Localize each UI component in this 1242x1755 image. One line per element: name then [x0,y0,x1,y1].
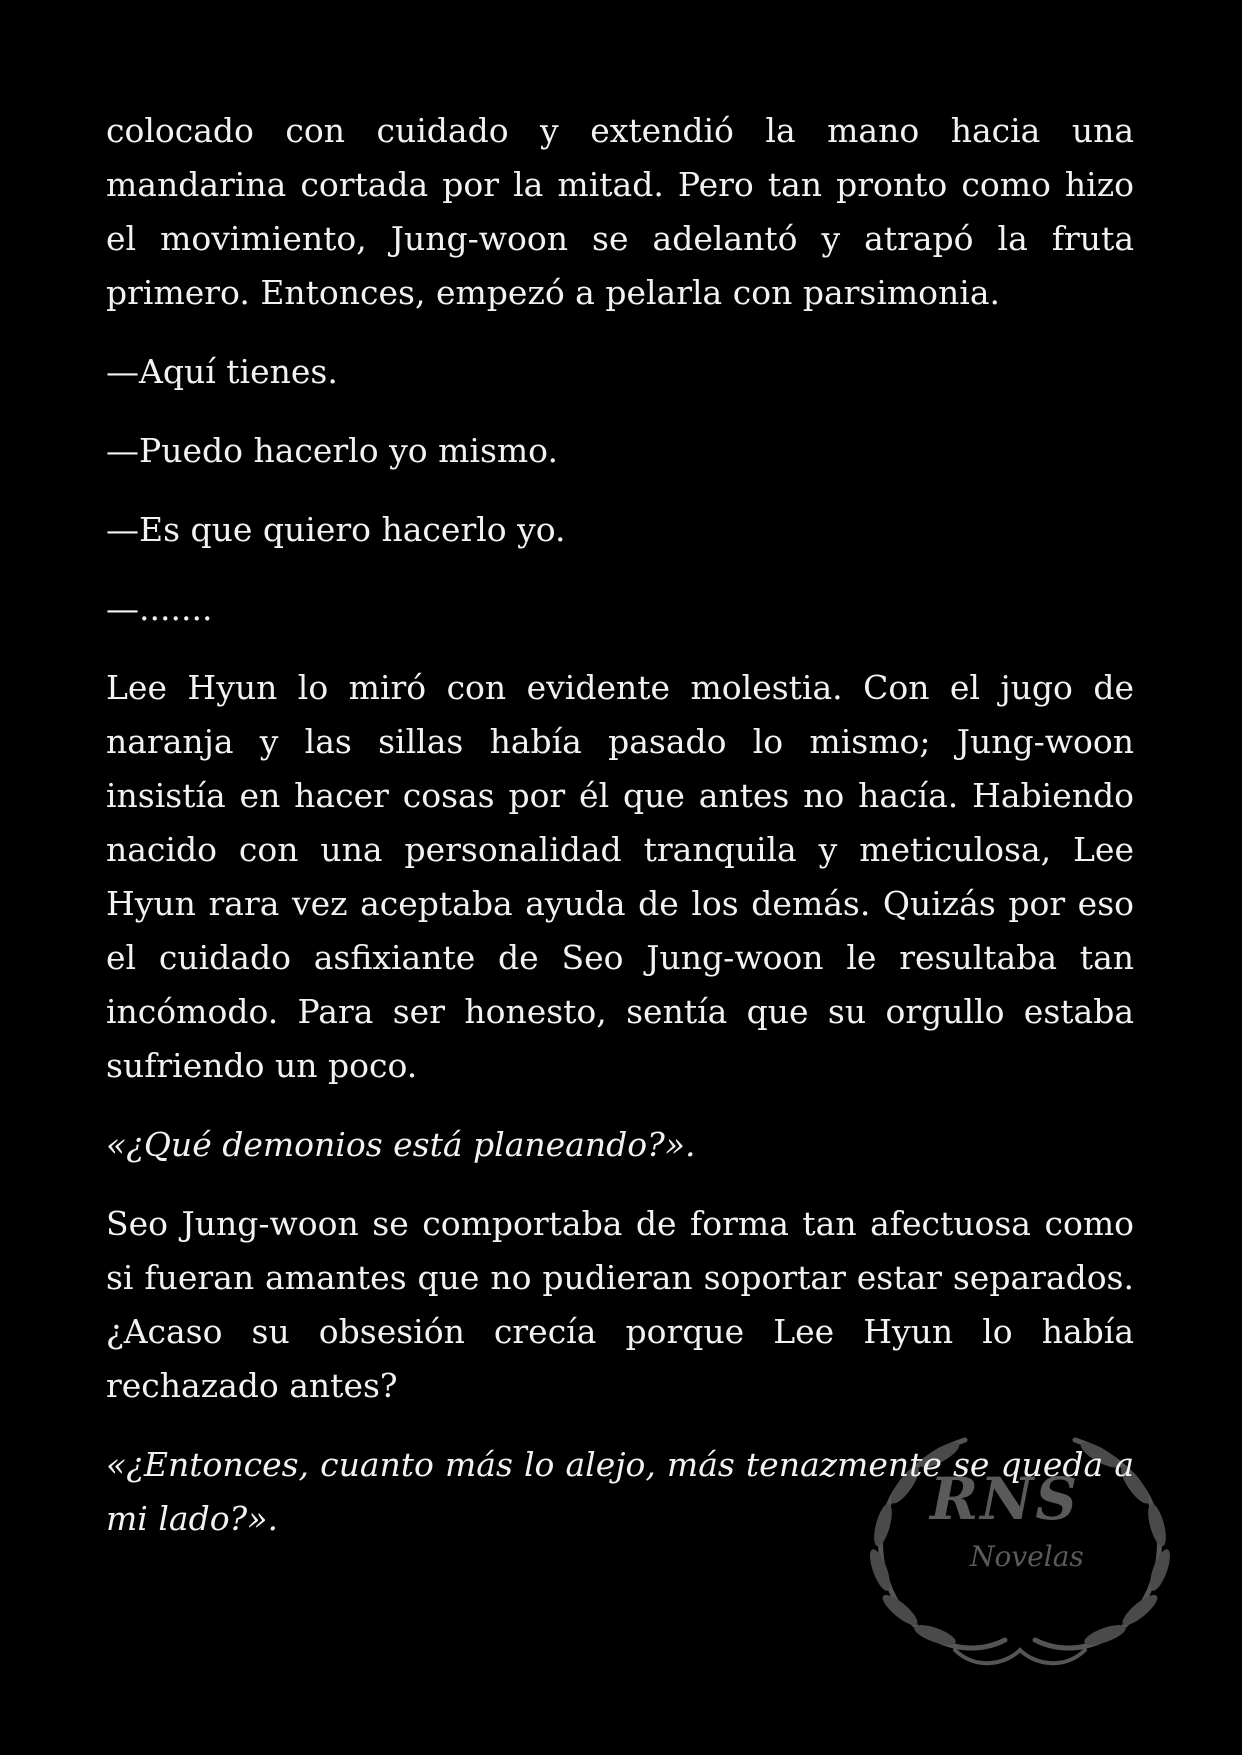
dialogue-line: —Puedo hacerlo yo mismo. [106,431,558,470]
watermark-rns-text: RNS [930,1465,1080,1533]
inner-thought: «¿Entonces, cuanto más lo alejo, más tenazmente se queda a mi lado?». [106,1445,1134,1538]
inner-thought: «¿Qué demonios está planeando?». [106,1125,696,1164]
dialogue-line: —Aquí tienes. [106,352,338,391]
dialogue-line: —Es que quiero hacerlo yo. [106,510,566,549]
watermark-novelas-text: Novelas [970,1540,1084,1573]
paragraph: Seo Jung-woon se comportaba de forma tan afectuosa como si fueran amantes que no pudieran soportar estar separados. ¿Acaso su obsesión crecía porque Lee Hyun lo había rechazado antes? [106,1204,1134,1405]
document-body [106,104,1134,1571]
paragraph: Lee Hyun lo miró con evidente molestia. Con el jugo de naranja y las sillas había pasado lo mismo; Jung-woon insistía en hacer cosas por él que antes no hacía. Habiendo nacido con una personalidad tranquila y meticulosa, Lee Hyun rara vez aceptaba ayuda de los demás. Quizás por eso el cuidado asfixiante de Seo Jung-woon le resultaba tan incómodo. Para ser honesto, sentía que su orgullo estaba sufriendo un poco. [106,668,1134,1085]
dialogue-line: —....... [106,589,213,628]
paragraph: colocado con cuidado y extendió la mano hacia una mandarina cortada por la mitad. Pero tan pronto como hizo el movimiento, Jung-woon se adelantó y atrapó la fruta primero. Entonces, empezó a pelarla con parsimonia. [106,111,1134,312]
